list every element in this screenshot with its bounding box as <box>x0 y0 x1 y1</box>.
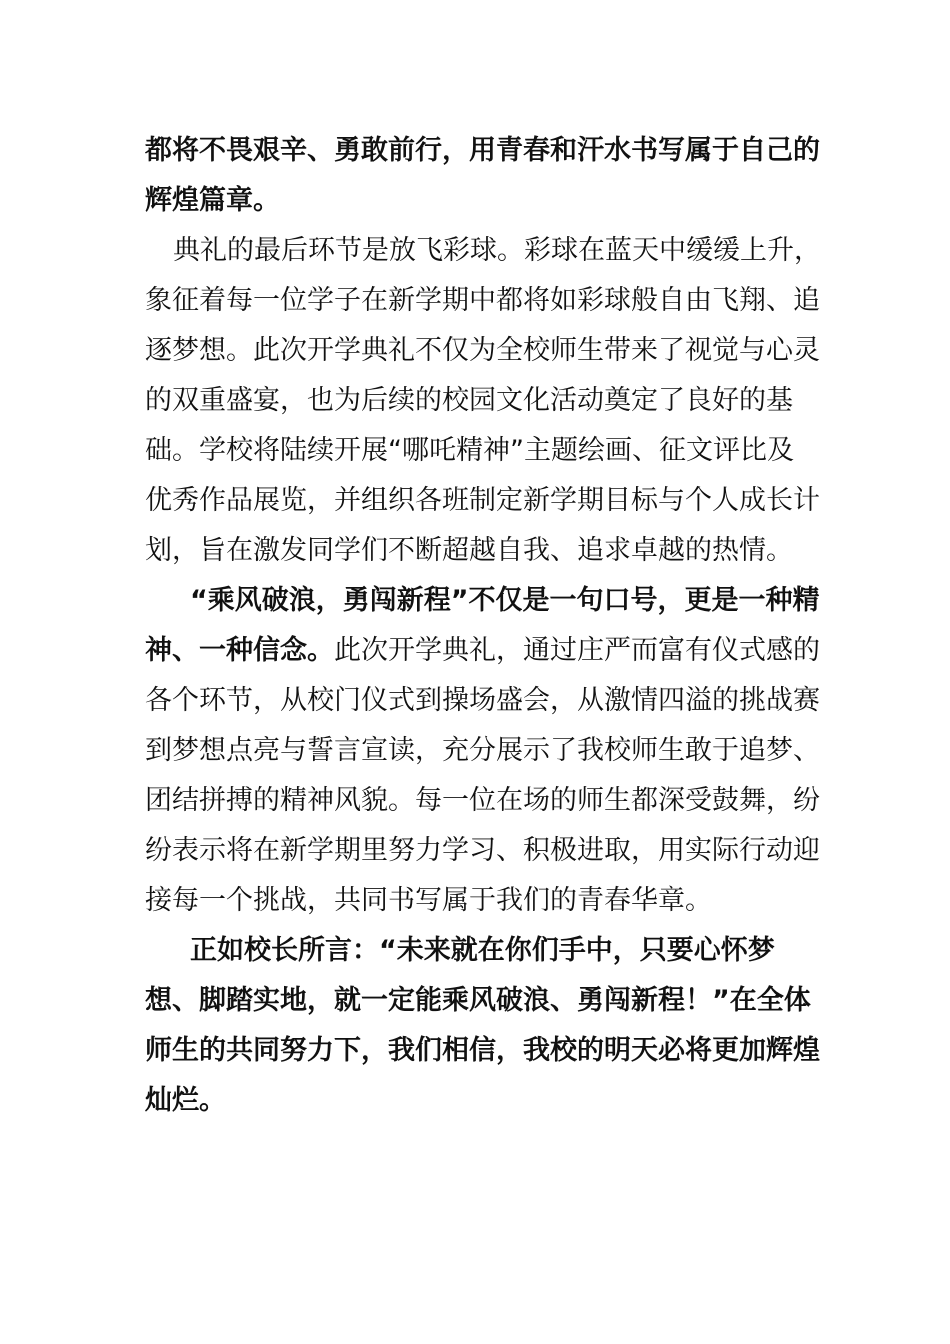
paragraph-4-line-1: 正如校长所言：“未来就在你们手中，只要心怀梦 <box>190 935 775 966</box>
paragraph-2-line-3: 逐梦想。此次开学典礼不仅为全校师生带来了视觉与心灵 <box>145 335 820 366</box>
paragraph-4-line-2: 想、脚踏实地，就一定能乘风破浪、勇闯新程！”在全体 <box>145 985 811 1016</box>
paragraph-2-line-1: 典礼的最后环节是放飞彩球。彩球在蓝天中缓缓上升， <box>173 235 821 266</box>
paragraph-3-line-4: 到梦想点亮与誓言宣读，充分展示了我校师生敢于追梦、 <box>145 735 820 766</box>
paragraph-2-line-6: 优秀作品展览，并组织各班制定新学期目标与个人成长计 <box>145 485 820 516</box>
paragraph-1-line-2: 辉煌篇章。 <box>145 185 280 216</box>
paragraph-2-line-5: 础。学校将陆续开展“哪吒精神”主题绘画、征文评比及 <box>145 435 794 466</box>
paragraph-2-line-4: 的双重盛宴，也为后续的校园文化活动奠定了良好的基 <box>145 385 793 416</box>
paragraph-3-line-7: 接每一个挑战，共同书写属于我们的青春华章。 <box>145 885 712 916</box>
paragraph-3-line-6: 纷表示将在新学期里努力学习、积极进取，用实际行动迎 <box>145 835 820 866</box>
paragraph-3-line-1: “乘风破浪，勇闯新程”不仅是一句口号，更是一种精 <box>190 585 820 616</box>
paragraph-3-line-3: 各个环节，从校门仪式到操场盛会，从激情四溢的挑战赛 <box>145 685 820 716</box>
paragraph-2-line-7: 划，旨在激发同学们不断超越自我、追求卓越的热情。 <box>145 535 793 566</box>
paragraph-3-line-5: 团结拼搏的精神风貌。每一位在场的师生都深受鼓舞，纷 <box>145 785 820 816</box>
paragraph-4-line-3: 师生的共同努力下，我们相信，我校的明天必将更加辉煌 <box>145 1035 820 1066</box>
paragraph-3-line-2-bold: 神、一种信念。 <box>145 635 334 666</box>
paragraph-1-line-1: 都将不畏艰辛、勇敢前行，用青春和汗水书写属于自己的 <box>145 135 820 166</box>
paragraph-4-line-4: 灿烂。 <box>145 1085 226 1116</box>
paragraph-2-line-2: 象征着每一位学子在新学期中都将如彩球般自由飞翔、追 <box>145 285 820 316</box>
paragraph-3-line-2 <box>145 633 820 669</box>
paragraph-3-line-2-regular: 此次开学典礼，通过庄严而富有仪式感的 <box>334 635 820 666</box>
